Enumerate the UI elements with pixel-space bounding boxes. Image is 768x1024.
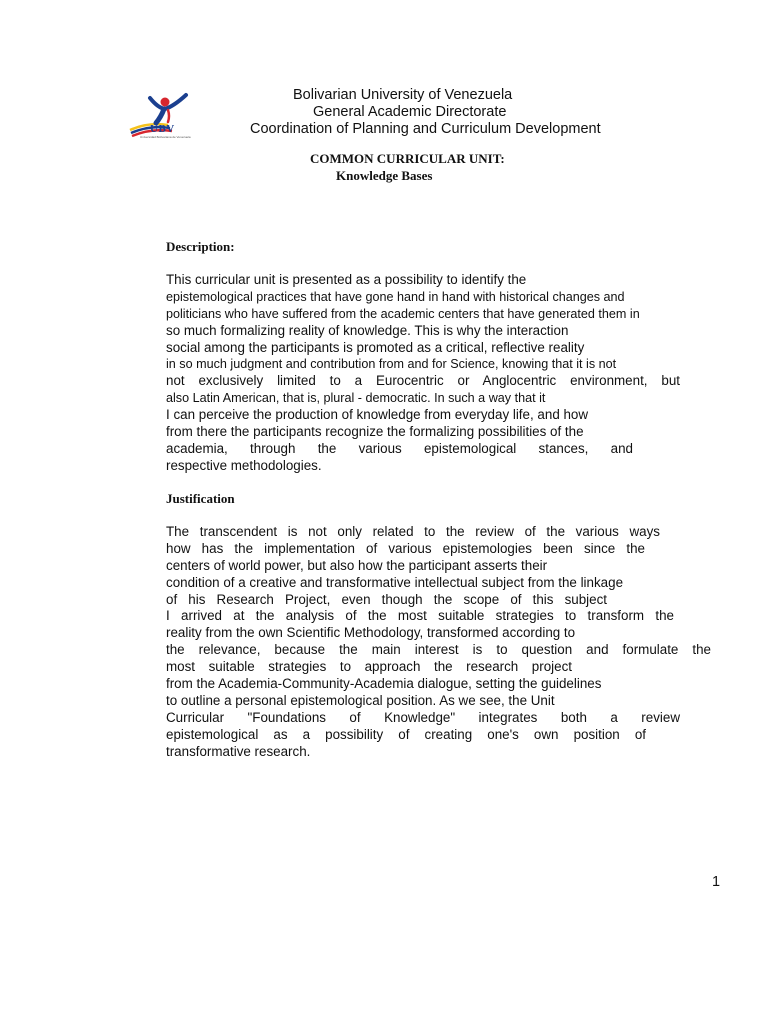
justification-line: Curricular "Foundations of Knowledge" integrates both a review <box>166 709 680 725</box>
institution-name: Bolivarian University of Venezuela <box>293 87 513 103</box>
justification-line: condition of a creative and transformative intellectual subject from the linkage <box>166 574 624 590</box>
document-title: COMMON CURRICULAR UNIT: <box>310 151 505 166</box>
description-paragraph <box>166 272 696 475</box>
justification-line: The transcendent is not only related to the review of the various ways <box>166 524 660 539</box>
justification-line: transformative research. <box>166 743 311 759</box>
description-line: I can perceive the production of knowledge from everyday life, and how <box>166 407 589 423</box>
logo-tagline: Universidad Bolivariana de Venezuela <box>140 135 191 139</box>
description-line: epistemological practices that have gone hand in hand with historical changes and <box>166 289 625 304</box>
logo-text: UBV <box>150 123 175 135</box>
description-line: in so much judgment and contribution from and for Science, knowing that it is not <box>166 357 617 372</box>
description-line: not exclusively limited to a Eurocentric or Anglocentric environment, but <box>166 373 680 389</box>
page-number: 1 <box>712 874 721 890</box>
justification-line: centers of world power, but also how the participant asserts their <box>166 557 548 573</box>
description-line: politicians who have suffered from the academic centers that have generated them in <box>166 306 640 321</box>
justification-line: to outline a personal epistemological position. As we see, the Unit <box>166 692 555 708</box>
document-subtitle: Knowledge Bases <box>336 168 433 183</box>
justification-line: I arrived at the analysis of the most suitable strategies to transform the <box>166 608 674 624</box>
description-line: so much formalizing reality of knowledge. This is why the interaction <box>166 322 569 338</box>
justification-line: of his Research Project, even though the scope of this subject <box>166 591 607 607</box>
ubv-logo <box>128 92 196 144</box>
justification-line: how has the implementation of various epistemologies been since the <box>166 540 645 556</box>
description-line: respective methodologies. <box>166 457 322 473</box>
justification-line: reality from the own Scientific Methodology, transformed according to <box>166 625 576 641</box>
justification-line: most suitable strategies to approach the research project <box>166 659 572 675</box>
directorate-name: General Academic Directorate <box>313 104 507 120</box>
description-line: from there the participants recognize the formalizing possibilities of the <box>166 424 584 440</box>
description-line: academia, through the various epistemological stances, and <box>166 440 633 456</box>
justification-line: the relevance, because the main interest is to question and formulate the <box>166 642 711 658</box>
description-heading: Description: <box>166 239 235 254</box>
description-line: also Latin American, that is, plural - democratic. In such a way that it <box>166 391 546 406</box>
justification-line: from the Academia-Community-Academia dialogue, setting the guidelines <box>166 676 602 692</box>
justification-paragraph <box>166 524 712 760</box>
description-line: This curricular unit is presented as a possibility to identify the <box>166 272 527 287</box>
description-line: social among the participants is promoted as a critical, reflective reality <box>166 339 585 355</box>
coordination-name: Coordination of Planning and Curriculum Development <box>250 121 601 137</box>
justification-line: epistemological as a possibility of creating one's own position of <box>166 726 646 742</box>
justification-heading: Justification <box>166 491 235 506</box>
